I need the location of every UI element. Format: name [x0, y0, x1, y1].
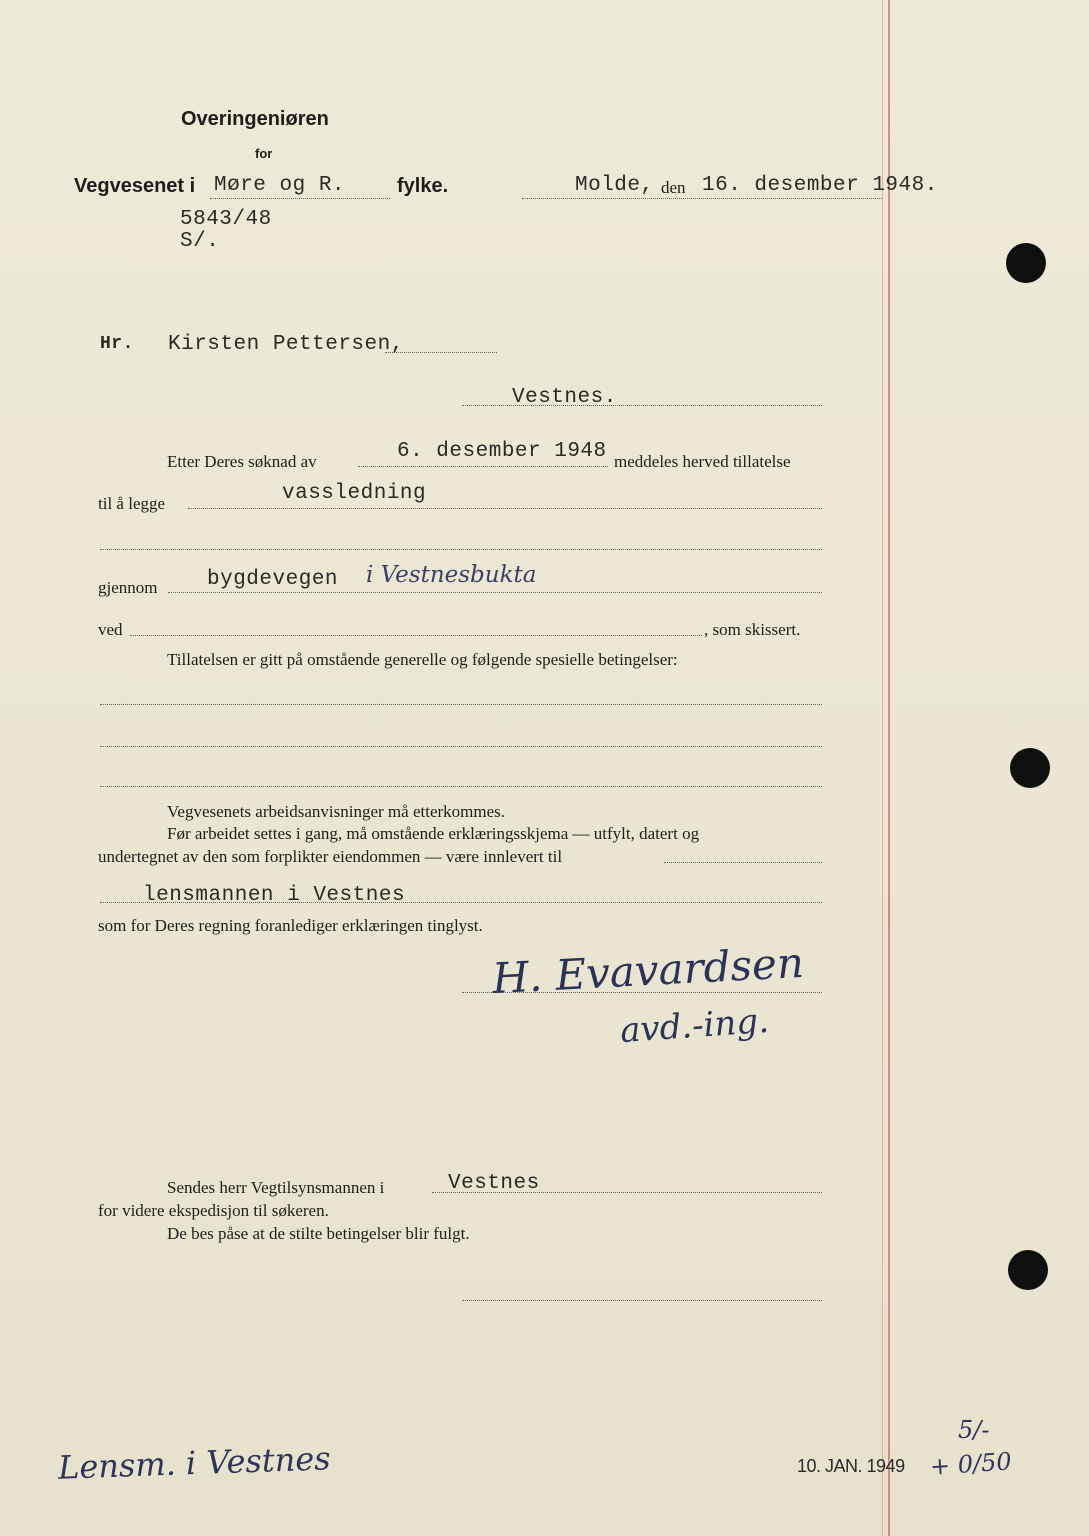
send-pre: Sendes herr Vegtilsynsmannen i [167, 1178, 385, 1197]
vegvesenet-label: Vegvesenet i [74, 175, 196, 197]
place-name: Molde, [575, 174, 654, 197]
fylke-label: fylke. [397, 175, 449, 197]
fee-note-2: + 0/50 [929, 1447, 1013, 1481]
send-line-3: De bes påse at de stilte betingelser blir fulgt. [167, 1224, 470, 1243]
fee-note-1: 5/- [958, 1416, 990, 1444]
margin-rule-light [882, 0, 883, 1536]
reference-initials: S/. [180, 230, 220, 253]
punch-hole-icon [1006, 243, 1046, 283]
county-name: Møre og R. [214, 174, 346, 197]
instructions-1: Vegvesenets arbeidsanvisninger må etterkommes. [167, 802, 506, 821]
conditions-line-3 [100, 786, 822, 787]
footer-signature-line [462, 1300, 822, 1301]
through-text: bygdevegen [207, 568, 339, 591]
recipient-title: Hr. [100, 334, 134, 354]
recipient-name-line [385, 352, 497, 353]
deliver-line-a [664, 862, 822, 863]
gjennom-label: gjennom [98, 578, 158, 597]
through-line [168, 592, 822, 593]
deliver-to: lensmannen i Vestnes [143, 884, 406, 907]
ved-label: ved [98, 620, 123, 639]
date-line [522, 198, 882, 199]
margin-rule [888, 0, 890, 1536]
recipient-place: Vestnes. [512, 386, 617, 409]
skissert-label: , som skissert. [704, 620, 801, 639]
signature-title: avd.-ing. [618, 1000, 771, 1052]
reference-number: 5843/48 [180, 208, 272, 231]
signature-name: H. Evavardsen [490, 937, 806, 1004]
received-stamp: 10. JAN. 1949 [797, 1456, 905, 1476]
object-line-2 [100, 549, 822, 550]
application-date-line [358, 466, 608, 467]
through-handwritten: i Vestnesbukta [366, 562, 537, 588]
conditions-line-1 [100, 704, 822, 705]
send-place: Vestnes [448, 1172, 540, 1195]
punch-hole-icon [1010, 748, 1050, 788]
office-title: Overingeniøren [181, 108, 329, 130]
conditions-intro: Tillatelsen er gitt på omstående generelle og følgende spesielle betingelser: [167, 650, 678, 669]
object-text: vassledning [282, 482, 427, 505]
intro-post: meddeles herved tillatelse [614, 452, 791, 471]
intro-pre: Etter Deres søknad av [167, 452, 317, 471]
county-line [210, 198, 390, 199]
object-line [188, 508, 822, 509]
application-date: 6. desember 1948 [397, 440, 607, 463]
office-for: for [255, 146, 273, 161]
conditions-line-2 [100, 746, 822, 747]
instructions-2: Før arbeidet settes i gang, må omstående erklæringsskjema — utfylt, datert og [167, 824, 700, 843]
recipient-name: Kirsten Pettersen, [168, 333, 404, 356]
deliver-line [100, 902, 822, 903]
den-label: den [661, 178, 686, 197]
ved-line [130, 635, 702, 636]
til-label: til å legge [98, 494, 166, 513]
punch-hole-icon [1008, 1250, 1048, 1290]
instructions-3: undertegnet av den som forplikter eiendommen — være innlevert til [98, 847, 563, 866]
send-line-2: for videre ekspedisjon til søkeren. [98, 1201, 329, 1220]
registration-text: som for Deres regning foranlediger erklæringen tinglyst. [98, 916, 483, 935]
handwritten-note-left: Lensm. i Vestnes [57, 1439, 332, 1487]
letter-date: 16. desember 1948. [702, 174, 938, 197]
